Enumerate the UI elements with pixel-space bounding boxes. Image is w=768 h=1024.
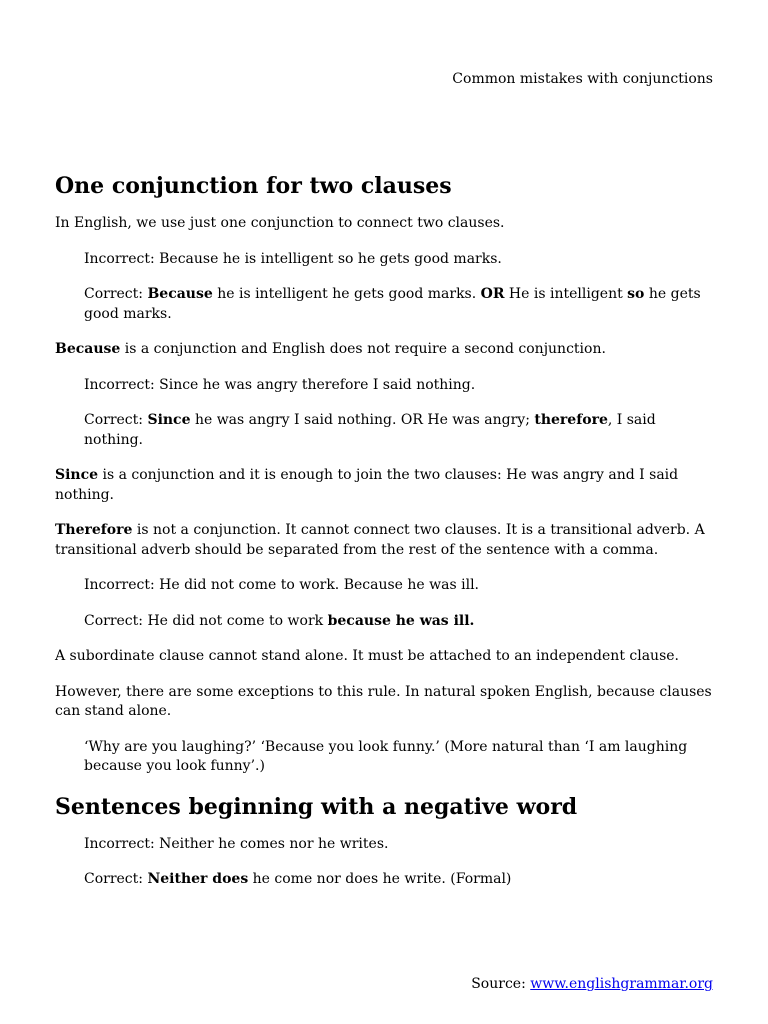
document-body [55, 172, 715, 906]
example-correct-since: Correct: Since he was angry I said nothing. OR He was angry; therefore, I said nothing. [84, 412, 656, 448]
example-correct-ill: Correct: He did not come to work because he was ill. [84, 612, 475, 629]
paragraph-since-explanation: Since is a conjunction and it is enough to join the two clauses: He was angry and I said nothing. [55, 467, 679, 503]
paragraph-exceptions: However, there are some exceptions to this rule. In natural spoken English, because clauses can stand alone. [55, 683, 712, 719]
example-incorrect-since: Incorrect: Since he was angry therefore I said nothing. [84, 376, 476, 393]
example-incorrect-ill: Incorrect: He did not come to work. Because he was ill. [84, 577, 480, 593]
paragraph-subordinate-clause: A subordinate clause cannot stand alone. It must be attached to an independent clause. [55, 648, 679, 664]
example-incorrect-neither: Incorrect: Neither he comes nor he writes. [84, 835, 389, 852]
paragraph-intro: In English, we use just one conjunction to connect two clauses. [55, 215, 505, 231]
example-laughing: ‘Why are you laughing?’ ‘Because you look funny.’ (More natural than ‘I am laughing because you look funny’.) [84, 738, 688, 774]
paragraph-because-explanation: Because is a conjunction and English does not require a second conjunction. [55, 341, 606, 357]
source-footer [471, 975, 713, 993]
example-incorrect-because: Incorrect: Because he is intelligent so he gets good marks. [84, 250, 502, 267]
paragraph-therefore-explanation: Therefore is not a conjunction. It cannot connect two clauses. It is a transitional adverb. A transitional adverb should be separated from the rest of the sentence with a comma. [55, 522, 705, 558]
example-correct-neither: Correct: Neither does he come nor does he write. (Formal) [84, 871, 512, 887]
section-heading-negative-word: Sentences beginning with a negative word [55, 793, 578, 820]
source-label: Source: [471, 976, 531, 992]
example-correct-because: Correct: Because he is intelligent he gets good marks. OR He is intelligent so he gets good marks. [84, 286, 701, 322]
running-header: Common mistakes with conjunctions [452, 71, 713, 87]
section-heading-one-conjunction: One conjunction for two clauses [55, 173, 452, 199]
source-link[interactable]: www.englishgrammar.org [530, 976, 713, 992]
